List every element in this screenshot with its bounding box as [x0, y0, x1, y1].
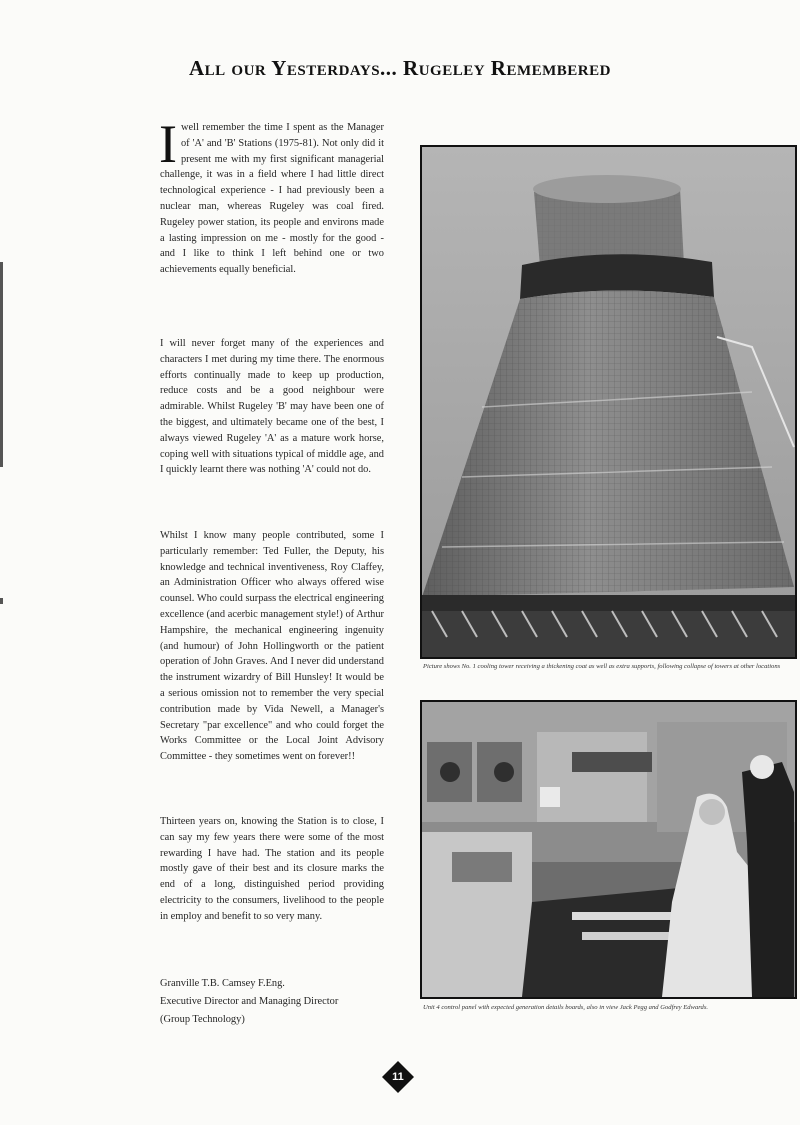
article-paragraph-1	[159, 114, 384, 278]
control-panel-caption: Unit 4 control panel with expected generation details boards, also in view Jack Pegg and Godfrey Edwards.	[423, 1004, 709, 1011]
paragraph-3-text: Whilst I know many people contributed, some I particularly remember: Ted Fuller, the Deputy, his knowledge and technical inventiveness, Roy Claffey, an Administration Officer who always offered wise counsel. Who could surpass the electrical engineering excellence (and acerbic management style!) of Arthur Hampshire, the mechanical engineering ingenuity (and humour) of John Hollingworth or the patient operation of John Graves. And I never did understand the instrument wizardry of Bill Hunsley! It would be a serious omission not to remember the very special contribution made by Vida Newell, a Manager's Secretary "par excellence" and who could forget the Works Committee or the Local Joint Advisory Committee - they sometimes went on forever!!	[160, 530, 384, 763]
cooling-tower-illustration	[422, 147, 795, 657]
page-number-badge	[382, 1061, 414, 1093]
control-panel-illustration	[422, 702, 795, 997]
article-paragraph-2	[160, 336, 384, 478]
article-paragraph-4	[160, 814, 384, 925]
paragraph-1-text: well remember the time I spent as the Manager of 'A' and 'B' Stations (1975-81). Not only did it present me with my first significant managerial challenge, it was in a field where I had little direct technological experience - I had previously been a nuclear man, whereas Rugeley was coal fired. Rugeley power station, its people and environs made a lasting impression on me - mostly for the good - and I like to think I left behind one or two achievements equally beneficial.	[160, 122, 384, 276]
signature-role: Executive Director and Managing Director	[160, 996, 339, 1007]
signature-block	[160, 975, 384, 1029]
control-panel-photo	[420, 700, 797, 999]
cooling-tower-caption: Picture shows No. 1 cooling tower receiving a thickening coat as well as extra supports, following collapse of towers at other locations	[423, 663, 781, 670]
cooling-tower-photo	[420, 145, 797, 659]
left-edge-mark	[0, 262, 3, 467]
signature-name: Granville T.B. Camsey F.Eng.	[160, 978, 285, 989]
paragraph-4-text: Thirteen years on, knowing the Station is to close, I can say my few years there were some of the most rewarding I have had. The station and its people mostly gave of their best and its closure marks the end of a long, distinguished period providing electricity to the consumers, livelihood to the people in employ and benefit to so very many.	[160, 816, 384, 922]
left-edge-mark-lower	[0, 598, 3, 604]
page-title: All our Yesterdays... Rugeley Remembered	[189, 56, 611, 80]
paragraph-2-text: I will never forget many of the experiences and characters I met during my time there. The enormous efforts continually made to keep up production, reduce costs and be a good neighbour were admirable. Whilst Rugeley 'B' may have been one of the biggest, and ultimately became one of the best, I always viewed Rugeley 'A' as a mature work horse, coping well with situations typical of middle age, and I quickly learnt there was nothing 'A' could not do.	[160, 338, 384, 476]
signature-department: (Group Technology)	[160, 1014, 245, 1025]
drop-cap: I	[159, 114, 177, 174]
article-paragraph-3	[160, 528, 384, 765]
page-number: 11	[392, 1071, 404, 1083]
